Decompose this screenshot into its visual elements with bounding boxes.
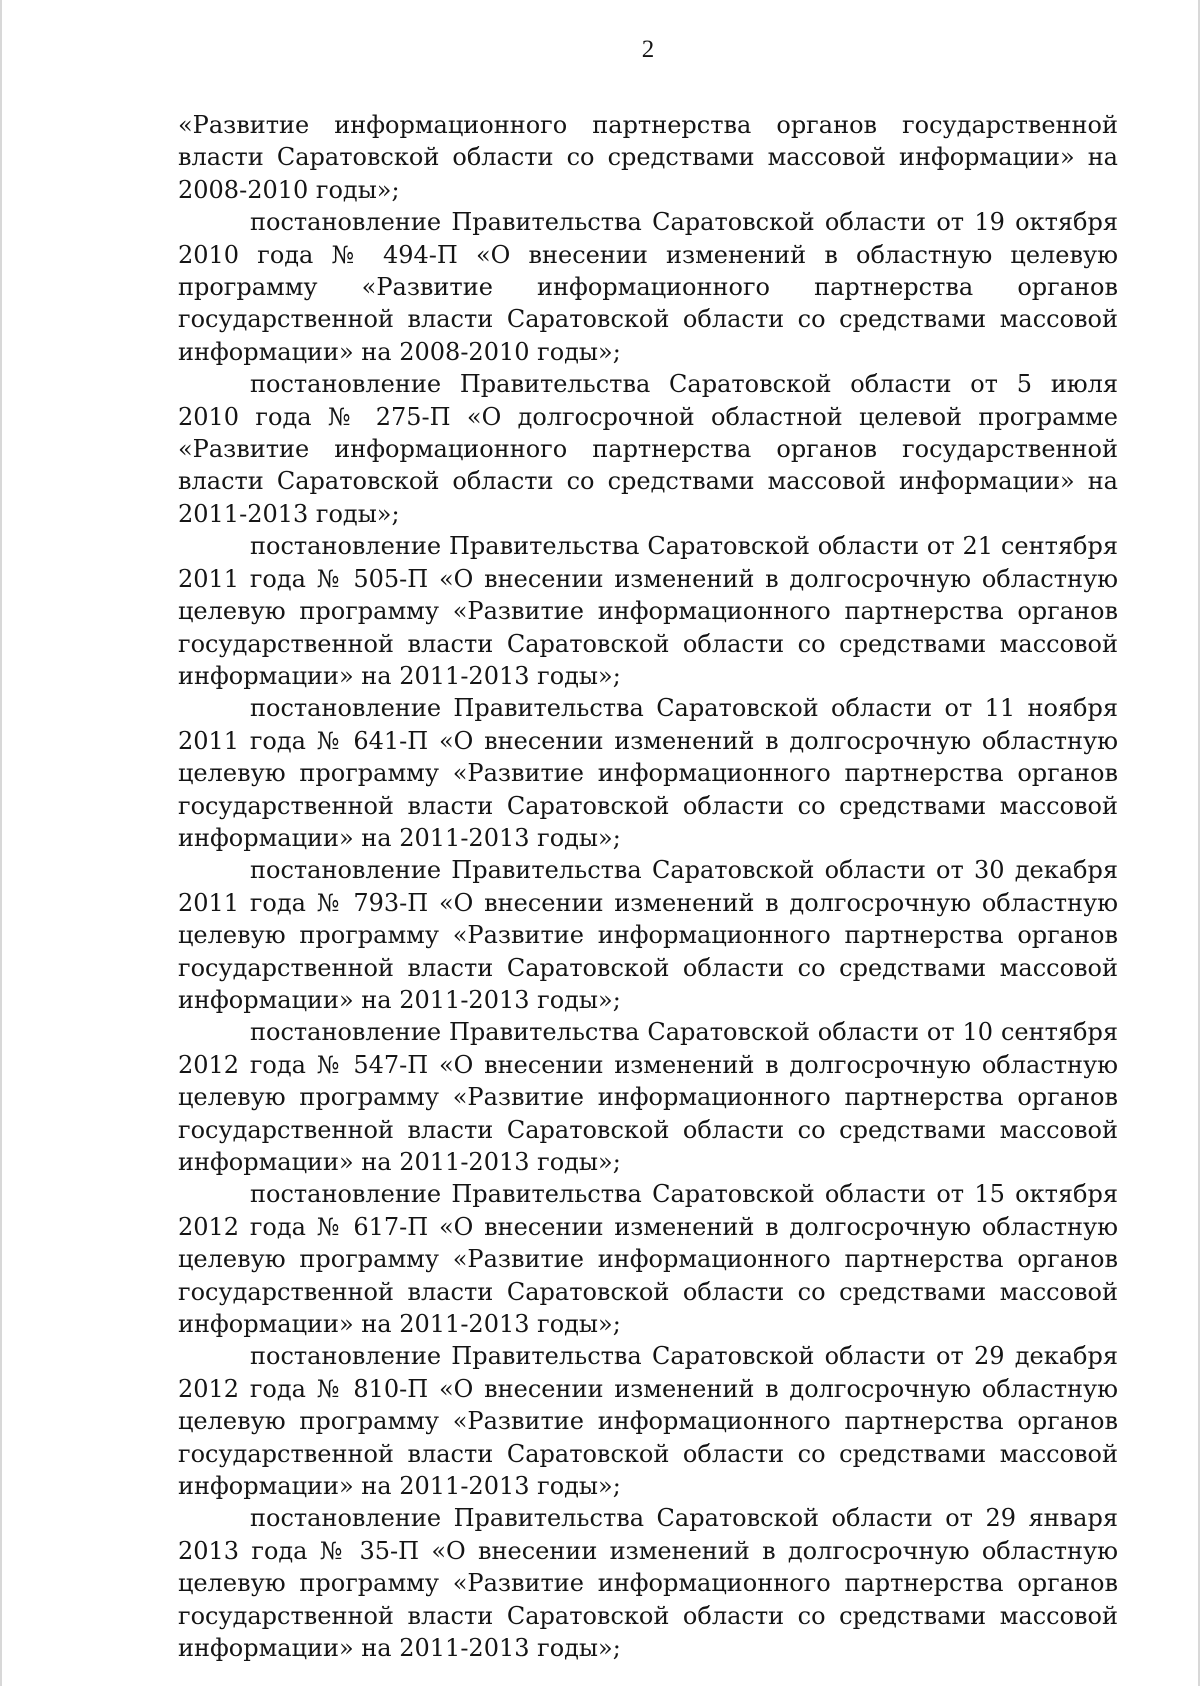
paragraph-resolution-641: постановление Правительства Саратовской области от 11 ноября 2011 года № 641-П «О внесении изменений в долгосрочную областную целевую программу «Развитие информационного партнерства органов государственной власти Саратовской области со средствами массовой информации» на 2011-2013 годы»; <box>178 694 1118 852</box>
paragraph-resolution-617: постановление Правительства Саратовской области от 15 октября 2012 года № 617-П «О внесении изменений в долгосрочную областную целевую программу «Развитие информационного партнерства органов государственной власти Саратовской области со средствами массовой информации» на 2011-2013 годы»; <box>178 1180 1118 1339</box>
paragraph-resolution-547: постановление Правительства Саратовской области от 10 сентября 2012 года № 547-П «О внесении изменений в долгосрочную областную целевую программу «Развитие информационного партнерства органов государственной власти Саратовской области со средствами массовой информации» на 2011-2013 годы»; <box>178 1018 1118 1176</box>
paragraph-program-title-continuation: «Развитие информационного партнерства органов государственной власти Саратовской области со средствами массовой информации» на 2008-2010 годы»; <box>178 111 1118 204</box>
paragraph-resolution-275: постановление Правительства Саратовской области от 5 июля 2010 года № 275-П «О долгосрочной областной целевой программе «Развитие информационного партнерства органов государственной власти Саратовской области со средствами массовой информации» на 2011-2013 годы»; <box>178 370 1118 528</box>
paragraph-resolution-35: постановление Правительства Саратовской области от 29 января 2013 года № 35-П «О внесении изменений в долгосрочную областную целевую программу «Развитие информационного партнерства органов государственной власти Саратовской области со средствами массовой информации» на 2011-2013 годы»; <box>178 1504 1118 1663</box>
scan-left-edge <box>0 0 2 1686</box>
document-body <box>178 109 1118 1665</box>
page-number: 2 <box>641 36 655 63</box>
paragraph-resolution-494: постановление Правительства Саратовской области от 19 октября 2010 года № 494-П «О внесении изменений в областную целевую программу «Развитие информационного партнерства органов государственной власти Саратовской области со средствами массовой информации» на 2008-2010 годы»; <box>178 208 1118 366</box>
paragraph-resolution-793: постановление Правительства Саратовской области от 30 декабря 2011 года № 793-П «О внесении изменений в долгосрочную областную целевую программу «Развитие информационного партнерства органов государственной власти Саратовской области со средствами массовой информации» на 2011-2013 годы»; <box>178 856 1118 1014</box>
paragraph-resolution-505: постановление Правительства Саратовской области от 21 сентября 2011 года № 505-П «О внесении изменений в долгосрочную областную целевую программу «Развитие информационного партнерства органов государственной власти Саратовской области со средствами массовой информации» на 2011-2013 годы»; <box>178 532 1118 690</box>
paragraph-resolution-810: постановление Правительства Саратовской области от 29 декабря 2012 года № 810-П «О внесении изменений в долгосрочную областную целевую программу «Развитие информационного партнерства органов государственной власти Саратовской области со средствами массовой информации» на 2011-2013 годы»; <box>178 1342 1118 1501</box>
